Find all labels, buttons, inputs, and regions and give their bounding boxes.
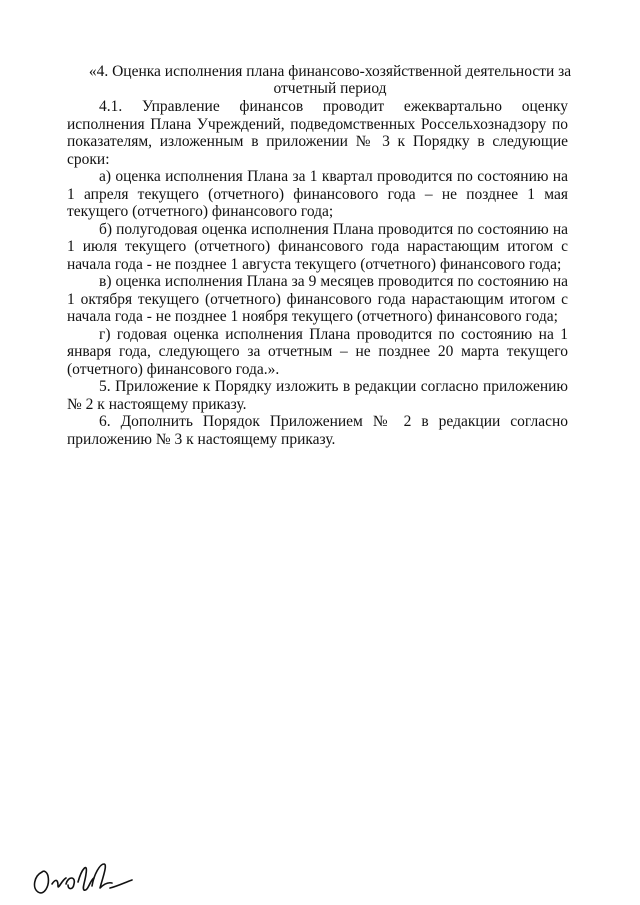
- paragraph-5: 5. Приложение к Порядку изложить в редакции согласно приложению № 2 к настоящему приказу.: [67, 378, 568, 413]
- section-heading-line-1: «4. Оценка исполнения плана финансово-хозяйственной деятельности за: [88, 63, 572, 80]
- document-body: [67, 98, 568, 448]
- paragraph-item-v: в) оценка исполнения Плана за 9 месяцев проводится по состоянию на 1 октября текущего (отчетного) финансового года нарастающим итогом с начала года - не позднее 1 ноября текущего (отчетного) финансового года;: [67, 273, 568, 325]
- paragraph-6: 6. Дополнить Порядок Приложением № 2 в редакции согласно приложению № 3 к настоящему приказу.: [67, 413, 568, 448]
- handwritten-signature-icon: [28, 850, 148, 900]
- paragraph-4-1: 4.1. Управление финансов проводит ежеквартально оценку исполнения Плана Учреждений, подведомственных Россельхознадзору по показателям, изложенным в приложении № 3 к Порядку в следующие сроки:: [67, 98, 568, 168]
- paragraph-item-b: б) полугодовая оценка исполнения Плана проводится по состоянию на 1 июля текущего (отчетного) финансового года нарастающим итогом с начала года - не позднее 1 августа текущего (отчетного) финансового года;: [67, 220, 568, 273]
- paragraph-item-g: г) годовая оценка исполнения Плана проводится по состоянию на 1 января года, следующего за отчетным – не позднее 20 марта текущего (отчетного) финансового года.».: [67, 325, 568, 378]
- paragraph-item-a: а) оценка исполнения Плана за 1 квартал проводится по состоянию на 1 апреля текущего (отчетного) финансового года – не позднее 1 мая текущего (отчетного) финансового года;: [67, 168, 568, 220]
- section-heading-line-2: отчетный период: [273, 80, 387, 97]
- section-heading: [80, 63, 580, 97]
